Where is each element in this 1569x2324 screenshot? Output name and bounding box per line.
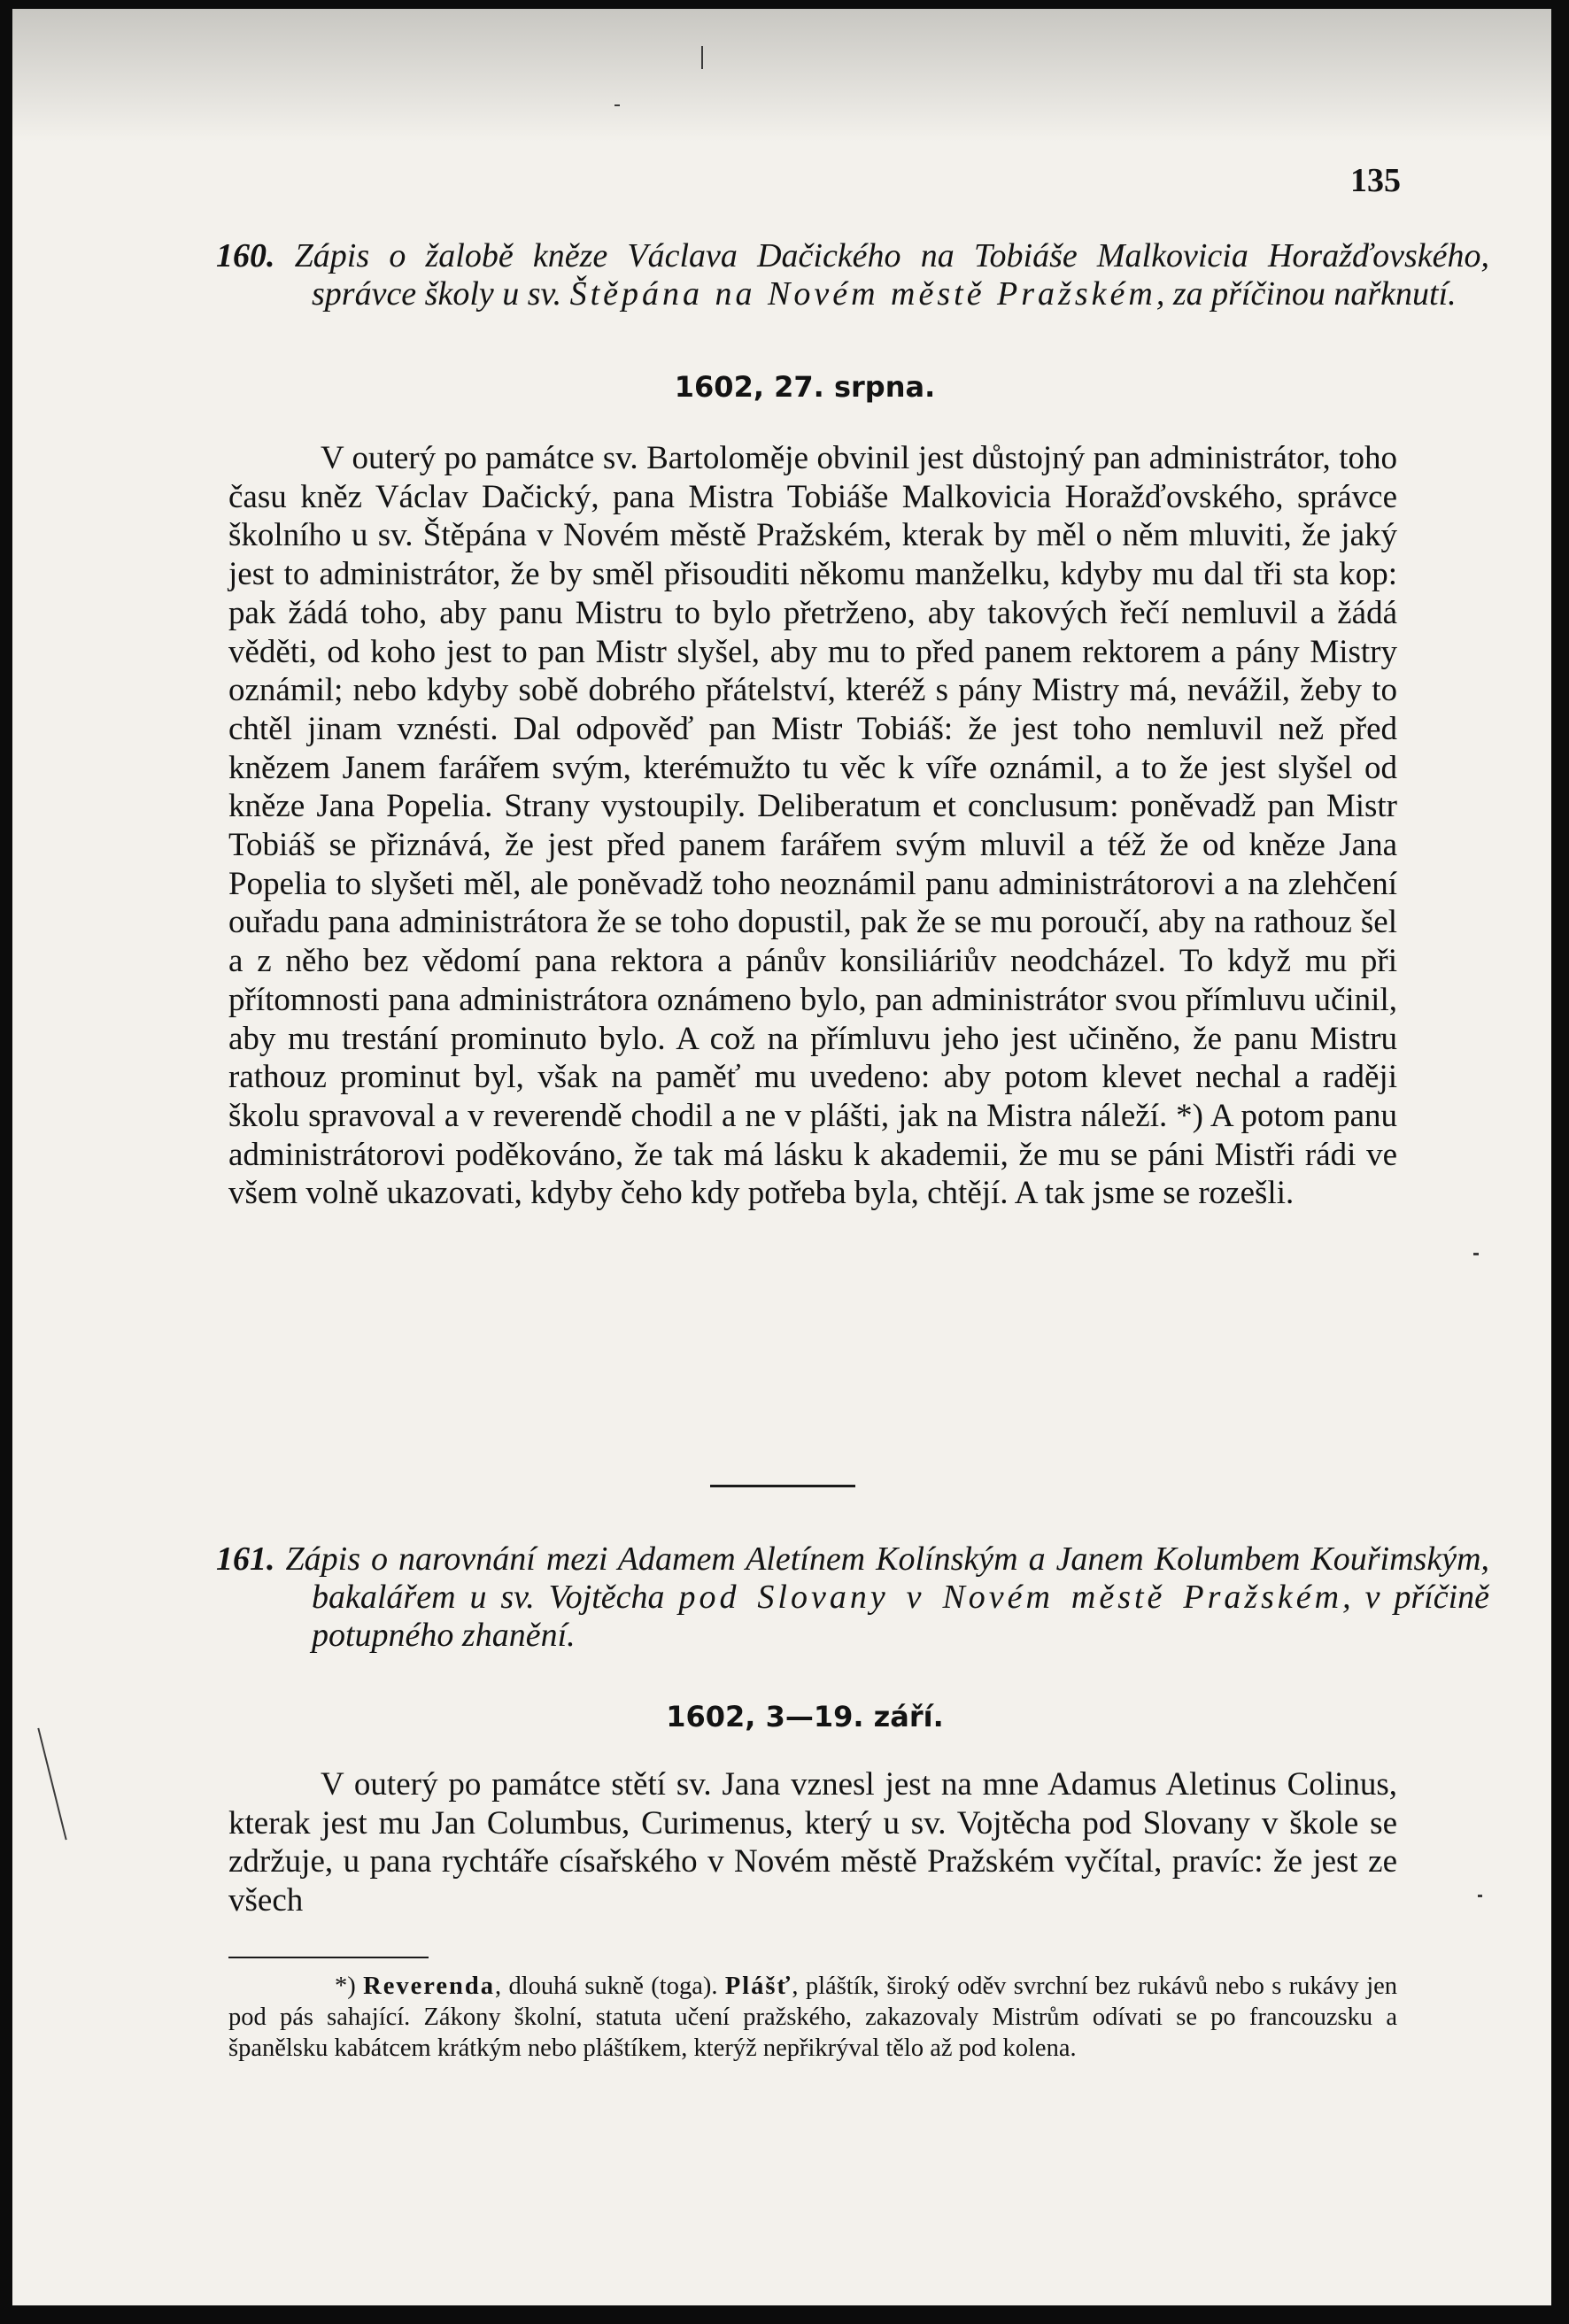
footnote-marker: *) xyxy=(335,1973,356,2000)
entry-161-heading-text: Zápis o narovnání mezi Adamem Aletínem Kolínským a Janem Kolumbem Kouřimským, bakalářem u sv. Vojtěcha xyxy=(285,1540,1490,1616)
entry-160-heading-place: Štěpána na Novém městě Pražském xyxy=(569,275,1156,313)
entry-160-paragraph: V outerý po památce sv. Bartoloměje obvinil jest důstojný pan administrátor, toho času kněz Václav Dačický, pana Mistra Tobiáše Malkovicia Horažďovského, správce školního u sv. Štěpána v Novém městě Pražském, kterak by měl o něm mluviti, že jaký jest to administrátor, že by směl přisouditi někomu manželku, kdyby mu dal tři sta kop: pak žádá toho, aby panu Mistru to bylo přetrženo, aby takových řečí nemluvil a žádá věděti, od koho jest to pan Mistr slyšel, aby mu to před panem rektorem a pány Mistry oznámil; nebo kdyby sobě dobrého přátelství, kteréž s pány Mistry má, nevážil, žeby to chtěl jinam vznésti. Dal odpověď pan Mistr Tobiáš: že jest toho nemluvil než před knězem Janem farářem svým, kterémužto tu věc k víře oznámil, a to že jest slyšel od kněze Jana Popelia. Strany vystoupily. Deliberatum et conclusum: poněvadž pan Mistr Tobiáš se přiznává, že jest před panem farářem svým mluvil a též že od kněze Jana Popelia to slyšeti měl, ale poněvadž toho neoznámil panu administrátorovi a na zlehčení ouřadu pana administrátora že se toho dopustil, pak že se mu poroučí, aby na rathouz šel a z něho bez vědomí pana rektora a pánův konsiliáriův neodcházel. To když mu při přítomnosti pana administrátora oznámeno bylo, pan administrátor svou přímluvu učinil, aby mu trestání prominuto bylo. A což na přímluvu jeho jest učiněno, že panu Mistru rathouz prominut byl, však na paměť mu uvedeno: aby potom klevet nechal a raději školu spravoval a v reverendě chodil a ne v plášti, jak na Mistra náleží. *) A potom panu administrátorovi poděkováno, že tak má lásku k akademii, že mu se páni Mistři rádi ve všem volně ukazovati, kdyby čeho kdy potřeba byla, chtějí. A tak jsme se rozešli. xyxy=(228,440,1397,1212)
entry-161-paragraph: V outerý po památce stětí sv. Jana vznesl jest na mne Adamus Aletinus Colinus, kterak jest mu Jan Columbus, Curimenus, který u sv. Vojtěcha pod Slovany v škole se zdržuje, u pana rychtáře císařského v Novém městě Pražském vyčítal, pravíc: že jest ze všech xyxy=(228,1766,1397,1919)
entry-160-number: 160. xyxy=(216,237,275,274)
entry-161-heading-place: pod Slovany v Novém městě Pražském xyxy=(678,1579,1343,1616)
entry-160-body xyxy=(228,439,1397,1213)
scan-artifact xyxy=(37,1728,66,1841)
scan-artifact xyxy=(701,46,703,69)
footnote-text-2: , pláštík, široký oděv svrchní bez rukávů nebo s rukávy jen pod pás sahající. Zákony školní, statuta učení pražského, zakazovaly Mistrům odívati se po francouzsku a španělsku kabátcem krátkým nebo pláštíkem, kterýž nepřikrýval tělo až pod kolena. xyxy=(228,1973,1398,2062)
scan-artifact xyxy=(614,104,620,106)
page-number: 135 xyxy=(1350,162,1401,199)
section-divider xyxy=(710,1485,855,1487)
entry-160-heading xyxy=(216,237,1489,313)
entry-161-number: 161. xyxy=(216,1540,275,1578)
entry-160-heading-text: Zápis o žalobě kněze Václava Dačického na Tobiáše Malkovicia Horažďovského, správce školy u sv. xyxy=(294,237,1490,313)
footnote xyxy=(228,1971,1397,2064)
entry-160-date: 1602, 27. srpna. xyxy=(674,370,936,404)
footnote-rule xyxy=(228,1957,429,1958)
footnote-term-plast: Plášť xyxy=(724,1973,792,2000)
scan-artifact xyxy=(1478,1895,1482,1897)
entry-161-body xyxy=(228,1765,1397,1920)
entry-161-date: 1602, 3—19. září. xyxy=(666,1700,944,1733)
footnote-term-reverenda: Reverenda xyxy=(363,1973,495,2000)
scan-artifact xyxy=(1473,1253,1479,1255)
book-page xyxy=(12,9,1551,2305)
entry-161-heading xyxy=(216,1540,1489,1655)
entry-160-heading-tail: , za příčinou nařknutí. xyxy=(1155,275,1457,313)
entry-161-heading-tail: , v příčině potupného zhanění. xyxy=(312,1579,1490,1654)
footnote-text-1: , dlouhá sukně (toga). xyxy=(495,1973,725,2000)
